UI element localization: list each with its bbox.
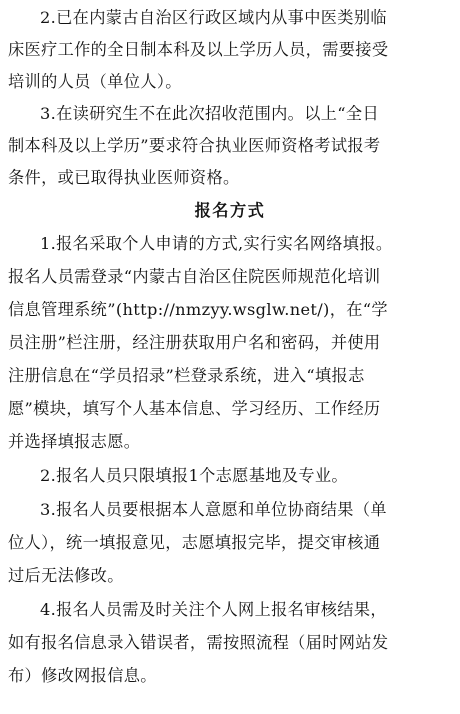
paragraph-line: 过后无法修改。 bbox=[8, 566, 124, 585]
paragraph-line: 2.已在内蒙古自治区行政区域内从事中医类别临 bbox=[40, 8, 387, 27]
section-heading: 报名方式 bbox=[194, 201, 266, 220]
paragraph-line: 3.报名人员要根据本人意愿和单位协商结果（单 bbox=[40, 500, 387, 519]
paragraph-line: 信息管理系统”(http://nmzyy.wsglw.net/)，在“学 bbox=[8, 300, 388, 319]
paragraph-line: 如有报名信息录入错误者，需按照流程（届时网站发 bbox=[8, 633, 389, 652]
paragraph-line: 并选择填报志愿。 bbox=[8, 432, 141, 451]
paragraph-line: 愿”模块，填写个人基本信息、学习经历、工作经历 bbox=[8, 399, 381, 418]
paragraph-line: 注册信息在“学员招录”栏登录系统，进入“填报志 bbox=[8, 366, 365, 385]
paragraph-line: 1.报名采取个人申请的方式,实行实名网络填报。 bbox=[40, 234, 393, 253]
paragraph-line: 2.报名人员只限填报1个志愿基地及专业。 bbox=[40, 466, 348, 485]
paragraph-line: 4.报名人员需及时关注个人网上报名审核结果， bbox=[40, 600, 387, 619]
paragraph-line: 布）修改网报信息。 bbox=[8, 666, 157, 685]
paragraph-line: 条件，或已取得执业医师资格。 bbox=[8, 168, 240, 187]
paragraph-line: 制本科及以上学历”要求符合执业医师资格考试报考 bbox=[8, 136, 381, 155]
paragraph-line: 培训的人员（单位人）。 bbox=[8, 72, 182, 91]
paragraph-line: 3.在读研究生不在此次招收范围内。以上“全日 bbox=[40, 104, 379, 123]
paragraph-line: 员注册”栏注册，经注册获取用户名和密码，并使用 bbox=[8, 333, 381, 352]
paragraph-line: 位人），统一填报意见，志愿填报完毕，提交审核通 bbox=[8, 533, 381, 552]
paragraph-line: 床医疗工作的全日制本科及以上学历人员，需要接受 bbox=[8, 40, 389, 59]
paragraph-line: 报名人员需登录“内蒙古自治区住院医师规范化培训 bbox=[8, 267, 381, 286]
